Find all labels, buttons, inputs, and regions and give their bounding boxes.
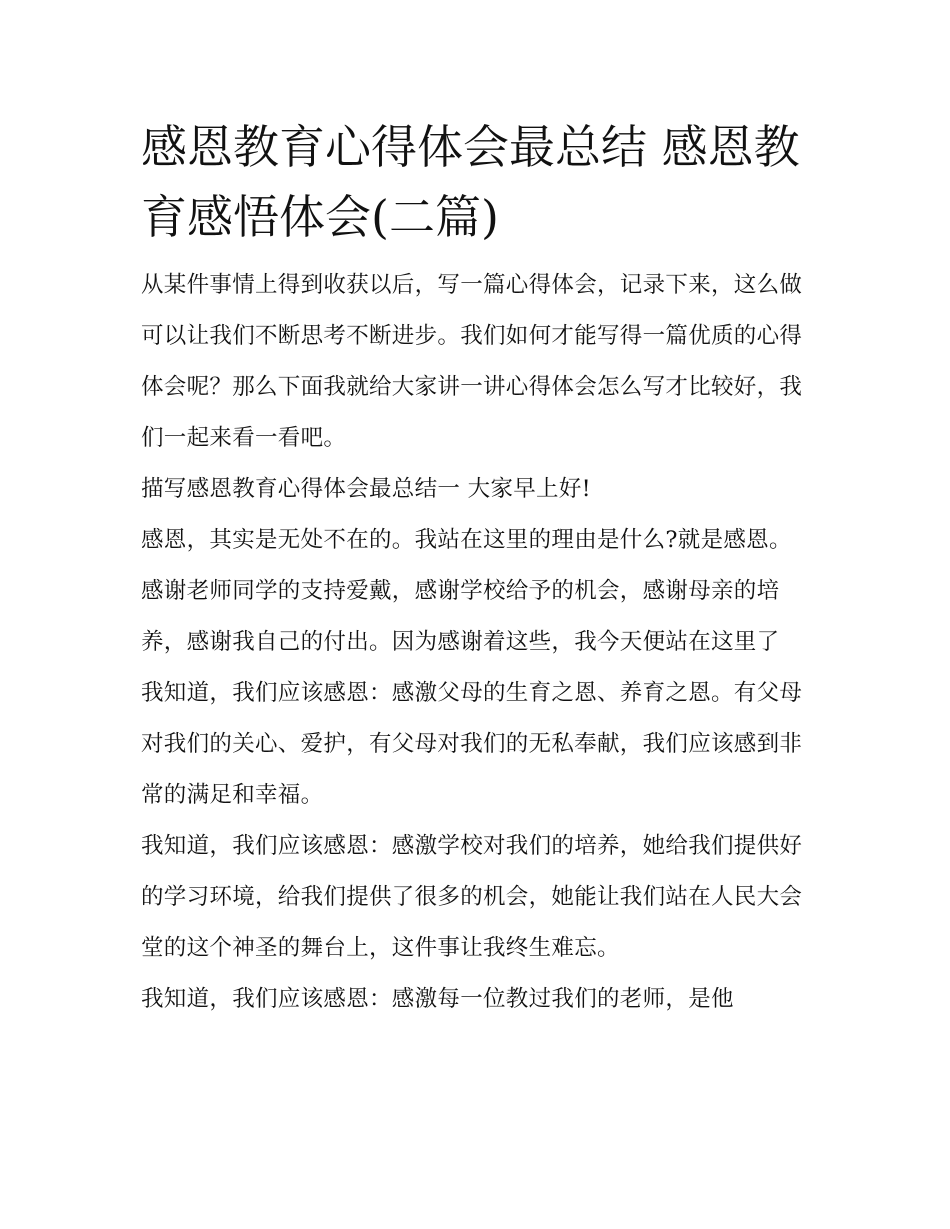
- document-title: 感恩教育心得体会最总结 感恩教育感悟体会(二篇): [141, 120, 800, 244]
- intro-paragraph: 从某件事情上得到收获以后，写一篇心得体会，记录下来，这么做可以让我们不断思考不断进步。我们如何才能写得一篇优质的心得体会呢？那么下面我就给大家讲一讲心得体会怎么写才比较好，我们一起来看一看吧。: [141, 272, 803, 451]
- body-paragraph: 感恩，其实是无处不在的。我站在这里的理由是什么?就是感恩。感谢老师同学的支持爱戴，感谢学校给予的机会，感谢母亲的培养，感谢我自己的付出。因为感谢着这些，我今天便站在这里了: [141, 527, 792, 655]
- document-body: [141, 260, 813, 1025]
- body-paragraph: 我知道，我们应该感恩：感激每一位教过我们的老师，是他: [141, 986, 734, 1012]
- body-paragraph: 我知道，我们应该感恩：感激父母的生育之恩、养育之恩。有父母对我们的关心、爱护，有父母对我们的无私奉献，我们应该感到非常的满足和幸福。: [141, 680, 803, 808]
- document-content: [141, 112, 813, 1025]
- section-heading-line: 描写感恩教育心得体会最总结一 大家早上好!: [141, 476, 591, 502]
- body-paragraph: 我知道，我们应该感恩：感激学校对我们的培养，她给我们提供好的学习环境，给我们提供了很多的机会，她能让我们站在人民大会堂的这个神圣的舞台上，这件事让我终生难忘。: [141, 833, 803, 961]
